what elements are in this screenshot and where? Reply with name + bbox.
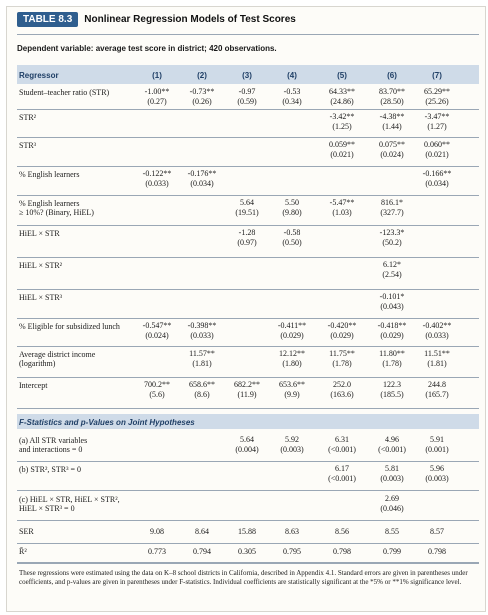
standard-error: (9.9) xyxy=(284,390,300,399)
row-separator xyxy=(17,137,479,138)
stat-value: 0.794 xyxy=(193,547,211,556)
row-separator xyxy=(17,346,479,347)
row-separator xyxy=(17,109,479,110)
standard-error: (1.44) xyxy=(382,122,402,131)
coefficient-value: -1.00** xyxy=(144,87,170,96)
coefficient-cell xyxy=(132,380,182,400)
f-statistic: 5.92 xyxy=(285,435,299,444)
coefficient-cell xyxy=(412,321,462,341)
coefficient-value: -3.47** xyxy=(424,112,450,121)
stat-value: 8.55 xyxy=(385,527,399,536)
coefficient-cell xyxy=(412,140,462,160)
standard-error: (19.51) xyxy=(235,208,259,217)
fstat-cell xyxy=(317,464,367,484)
standard-error: (327.7) xyxy=(380,208,404,217)
fstat-section-title: F-Statistics and p-Values on Joint Hypotheses xyxy=(19,418,195,427)
coefficient-value: 816.1* xyxy=(381,198,403,207)
standard-error: (163.6) xyxy=(330,390,354,399)
standard-error: (0.97) xyxy=(237,238,257,247)
row-separator xyxy=(17,166,479,167)
row-separator xyxy=(17,257,479,258)
p-value: (<0.001) xyxy=(378,445,406,454)
standard-error: (0.021) xyxy=(330,150,354,159)
coefficient-value: 12.12** xyxy=(279,349,305,358)
coefficient-cell xyxy=(317,87,367,107)
coefficient-cell xyxy=(367,140,417,160)
coefficient-cell xyxy=(367,228,417,248)
stat-value: 15.88 xyxy=(238,527,256,536)
row-label: STR³ xyxy=(19,141,37,150)
fstat-cell xyxy=(222,435,272,455)
coefficient-value: 65.29** xyxy=(424,87,450,96)
fstat-cell xyxy=(317,435,367,455)
coefficient-value: -0.398** xyxy=(187,321,217,330)
stat-value: 0.798 xyxy=(428,547,446,556)
fstat-row-label: (a) All STR variables and interactions = 0 xyxy=(19,436,88,454)
coefficient-cell xyxy=(177,87,227,107)
coefficient-cell xyxy=(367,260,417,280)
standard-error: (28.50) xyxy=(380,97,404,106)
p-value: (0.001) xyxy=(425,445,449,454)
coefficient-value: -0.58 xyxy=(283,228,301,237)
standard-error: (1.25) xyxy=(332,122,352,131)
standard-error: (0.029) xyxy=(280,331,304,340)
row-label: HiEL × STR xyxy=(19,229,60,238)
f-statistic: 5.91 xyxy=(430,435,444,444)
coefficient-value: -0.166** xyxy=(422,169,452,178)
standard-error: (0.034) xyxy=(190,179,214,188)
standard-error: (0.033) xyxy=(190,331,214,340)
stat-value: 8.56 xyxy=(335,527,349,536)
standard-error: (1.80) xyxy=(282,359,302,368)
stat-value: 0.305 xyxy=(238,547,256,556)
standard-error: (0.34) xyxy=(282,97,302,106)
coefficient-value: 6.12* xyxy=(383,260,401,269)
coefficient-cell xyxy=(317,112,367,132)
coefficient-cell xyxy=(222,228,272,248)
standard-error: (2.54) xyxy=(382,270,402,279)
fstat-cell xyxy=(412,464,462,484)
row-label: Intercept xyxy=(19,381,48,390)
standard-error: (0.029) xyxy=(380,331,404,340)
standard-error: (185.5) xyxy=(380,390,404,399)
coefficient-cell xyxy=(177,321,227,341)
coefficient-value: -0.418** xyxy=(377,321,407,330)
standard-error: (1.78) xyxy=(382,359,402,368)
standard-error: (8.6) xyxy=(194,390,210,399)
stat-value: 0.795 xyxy=(283,547,301,556)
coefficient-cell xyxy=(317,380,367,400)
f-statistic: 6.17 xyxy=(335,464,349,473)
column-header: (7) xyxy=(432,71,442,80)
coefficient-value: -0.97 xyxy=(238,87,256,96)
coefficient-value: -0.53 xyxy=(283,87,301,96)
coefficient-value: 0.060** xyxy=(424,140,450,149)
standard-error: (25.26) xyxy=(425,97,449,106)
coefficient-value: 11.57** xyxy=(189,349,215,358)
standard-error: (165.7) xyxy=(425,390,449,399)
coefficient-cell xyxy=(132,321,182,341)
standard-error: (0.034) xyxy=(425,179,449,188)
standard-error: (9.80) xyxy=(282,208,302,217)
table-page xyxy=(6,6,486,612)
standard-error: (0.024) xyxy=(145,331,169,340)
stat-value: 8.64 xyxy=(195,527,209,536)
coefficient-value: -0.402** xyxy=(422,321,452,330)
standard-error: (0.27) xyxy=(147,97,167,106)
coefficient-value: -0.411** xyxy=(277,321,307,330)
coefficient-value: 682.2** xyxy=(234,380,260,389)
standard-error: (0.043) xyxy=(380,302,404,311)
standard-error: (11.9) xyxy=(237,390,257,399)
table-footnote: These regressions were estimated using the data on K–8 school districts in California, described in Appendix 4.1. Standard errors are given in parentheses under coefficients, and p-values are given in parentheses under F-statistics. Individual coefficients are statistically significant at the *5% or **1% significance level. xyxy=(19,569,468,586)
coefficient-value: 83.70** xyxy=(379,87,405,96)
p-value: (0.003) xyxy=(280,445,304,454)
coefficient-value: -0.122** xyxy=(142,169,172,178)
column-header: (2) xyxy=(197,71,207,80)
f-statistic: 5.81 xyxy=(385,464,399,473)
standard-error: (0.021) xyxy=(425,150,449,159)
row-separator xyxy=(17,408,479,409)
fstat-cell xyxy=(267,435,317,455)
coefficient-cell xyxy=(317,140,367,160)
coefficient-cell xyxy=(267,321,317,341)
stat-separator xyxy=(17,543,479,544)
standard-error: (1.27) xyxy=(427,122,447,131)
coefficient-cell xyxy=(222,198,272,218)
fstat-cell xyxy=(367,494,417,514)
standard-error: (0.024) xyxy=(380,150,404,159)
fstat-cell xyxy=(412,435,462,455)
row-separator xyxy=(17,377,479,378)
coefficient-value: 11.80** xyxy=(379,349,405,358)
stat-separator xyxy=(17,563,479,564)
standard-error: (1.81) xyxy=(427,359,447,368)
coefficient-cell xyxy=(132,87,182,107)
coefficient-value: 122.3 xyxy=(383,380,401,389)
fstat-row-label: (c) HiEL × STR, HiEL × STR², HiEL × STR³ = 0 xyxy=(19,495,120,513)
row-label: STR² xyxy=(19,113,37,122)
coefficient-cell xyxy=(317,198,367,218)
coefficient-cell xyxy=(367,349,417,369)
coefficient-cell xyxy=(267,87,317,107)
coefficient-cell xyxy=(367,380,417,400)
table-number-badge: TABLE 8.3 xyxy=(17,12,78,27)
standard-error: (0.50) xyxy=(282,238,302,247)
coefficient-cell xyxy=(367,292,417,312)
fstat-separator xyxy=(17,490,479,491)
f-statistic: 5.96 xyxy=(430,464,444,473)
row-label: % Eligible for subsidized lunch xyxy=(19,322,120,331)
dependent-variable-note: Dependent variable: average test score in district; 420 observations. xyxy=(17,44,277,53)
coefficient-value: 252.0 xyxy=(333,380,351,389)
fstat-row-label: (b) STR², STR³ = 0 xyxy=(19,465,81,474)
fstat-separator xyxy=(17,461,479,462)
row-label: % English learners ≥ 10%? (Binary, HiEL) xyxy=(19,199,94,217)
coefficient-cell xyxy=(132,169,182,189)
standard-error: (0.26) xyxy=(192,97,212,106)
coefficient-value: -0.101* xyxy=(379,292,405,301)
stat-label: SER xyxy=(19,527,34,536)
coefficient-cell xyxy=(267,228,317,248)
coefficient-value: -4.38** xyxy=(379,112,405,121)
stat-value: 0.799 xyxy=(383,547,401,556)
column-header: (1) xyxy=(152,71,162,80)
p-value: (<0.001) xyxy=(328,445,356,454)
p-value: (0.003) xyxy=(380,474,404,483)
coefficient-value: 5.50 xyxy=(285,198,299,207)
f-statistic: 4.96 xyxy=(385,435,399,444)
coefficient-cell xyxy=(267,349,317,369)
standard-error: (24.86) xyxy=(330,97,354,106)
standard-error: (0.033) xyxy=(145,179,169,188)
coefficient-value: -0.547** xyxy=(142,321,172,330)
stat-value: 0.798 xyxy=(333,547,351,556)
coefficient-cell xyxy=(177,380,227,400)
p-value: (0.004) xyxy=(235,445,259,454)
row-label: HiEL × STR² xyxy=(19,261,63,270)
p-value: (<0.001) xyxy=(328,474,356,483)
row-separator xyxy=(17,318,479,319)
table-name: Nonlinear Regression Models of Test Scores xyxy=(84,13,296,25)
f-statistic: 2.69 xyxy=(385,494,399,503)
coefficient-value: 5.64 xyxy=(240,198,254,207)
regressor-header: Regressor xyxy=(19,71,59,80)
coefficient-cell xyxy=(267,198,317,218)
p-value: (0.003) xyxy=(425,474,449,483)
coefficient-value: 244.8 xyxy=(428,380,446,389)
stat-value: 8.63 xyxy=(285,527,299,536)
stat-label: R̄² xyxy=(19,547,27,556)
standard-error: (0.033) xyxy=(425,331,449,340)
coefficient-cell xyxy=(412,169,462,189)
coefficient-cell xyxy=(222,87,272,107)
coefficient-value: 64.33** xyxy=(329,87,355,96)
stat-value: 0.773 xyxy=(148,547,166,556)
standard-error: (0.59) xyxy=(237,97,257,106)
coefficient-value: -1.28 xyxy=(238,228,256,237)
coefficient-cell xyxy=(412,349,462,369)
column-header: (4) xyxy=(287,71,297,80)
coefficient-cell xyxy=(367,87,417,107)
standard-error: (5.6) xyxy=(149,390,165,399)
coefficient-cell xyxy=(367,321,417,341)
standard-error: (1.03) xyxy=(332,208,352,217)
coefficient-value: 653.6** xyxy=(279,380,305,389)
coefficient-value: 658.6** xyxy=(189,380,215,389)
fstat-cell xyxy=(367,435,417,455)
table-title xyxy=(17,11,296,27)
standard-error: (50.2) xyxy=(382,238,402,247)
row-label: Student–teacher ratio (STR) xyxy=(19,88,110,97)
coefficient-cell xyxy=(367,112,417,132)
coefficient-cell xyxy=(367,198,417,218)
row-label: % English learners xyxy=(19,170,80,179)
coefficient-value: 0.075** xyxy=(379,140,405,149)
coefficient-cell xyxy=(222,380,272,400)
coefficient-value: -123.3* xyxy=(379,228,405,237)
coefficient-value: -0.420** xyxy=(327,321,357,330)
f-statistic: 5.64 xyxy=(240,435,254,444)
row-label: HiEL × STR³ xyxy=(19,293,63,302)
column-header: (3) xyxy=(242,71,252,80)
coefficient-cell xyxy=(412,112,462,132)
coefficient-value: -0.176** xyxy=(187,169,217,178)
coefficient-cell xyxy=(177,169,227,189)
title-rule xyxy=(17,34,479,35)
row-separator xyxy=(17,225,479,226)
coefficient-cell xyxy=(317,349,367,369)
coefficient-value: 0.059** xyxy=(329,140,355,149)
fstat-cell xyxy=(367,464,417,484)
column-header: (6) xyxy=(387,71,397,80)
coefficient-value: -5.47** xyxy=(329,198,355,207)
coefficient-cell xyxy=(412,380,462,400)
fstat-separator xyxy=(17,520,479,521)
standard-error: (1.78) xyxy=(332,359,352,368)
standard-error: (0.029) xyxy=(330,331,354,340)
row-label: Average district income (logarithm) xyxy=(19,350,96,368)
coefficient-cell xyxy=(177,349,227,369)
row-separator xyxy=(17,289,479,290)
p-value: (0.046) xyxy=(380,504,404,513)
column-header: (5) xyxy=(337,71,347,80)
coefficient-cell xyxy=(267,380,317,400)
coefficient-value: 700.2** xyxy=(144,380,170,389)
f-statistic: 6.31 xyxy=(335,435,349,444)
stat-value: 9.08 xyxy=(150,527,164,536)
coefficient-cell xyxy=(412,87,462,107)
stat-value: 8.57 xyxy=(430,527,444,536)
standard-error: (1.81) xyxy=(192,359,212,368)
row-separator xyxy=(17,195,479,196)
coefficient-cell xyxy=(317,321,367,341)
coefficient-value: -0.73** xyxy=(189,87,215,96)
note-rule xyxy=(17,562,479,563)
coefficient-value: 11.75** xyxy=(329,349,355,358)
coefficient-value: -3.42** xyxy=(329,112,355,121)
coefficient-value: 11.51** xyxy=(424,349,450,358)
